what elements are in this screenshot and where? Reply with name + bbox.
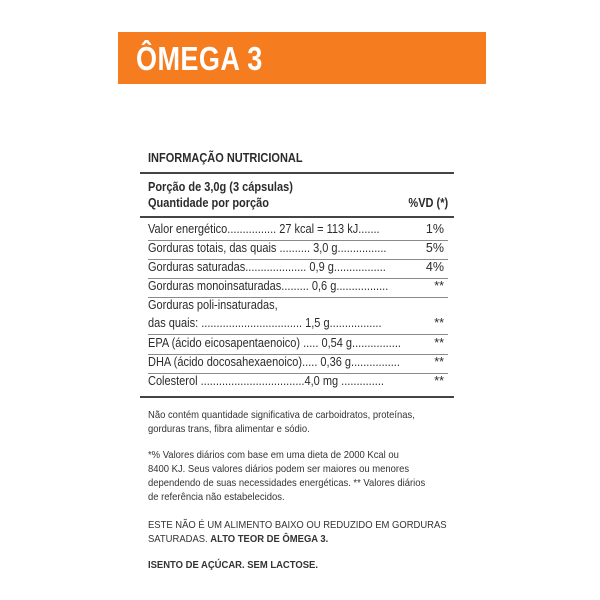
- daily-value-label: %VD (*): [408, 196, 448, 210]
- table-row: Gorduras saturadas.................... 0,9 g................. 4%: [148, 260, 444, 274]
- divider: [140, 396, 454, 398]
- table-row: Gorduras totais, das quais .......... 3,0 g................ 5%: [148, 241, 444, 255]
- table-row: Gorduras poli-insaturadas,: [148, 298, 278, 312]
- table-row: Valor energético................ 27 kcal = 113 kJ....... 1%: [148, 222, 444, 236]
- nutrient-note: Não contém quantidade significativa de carboidratos, proteínas, gorduras trans, fibra alimentar e sódio.: [148, 409, 415, 435]
- divider: [148, 334, 448, 335]
- product-title: ÔMEGA 3: [136, 40, 263, 77]
- daily-values-note: *% Valores diários com base em uma dieta de 2000 Kcal ou 8400 KJ. Seus valores diários podem ser maiores ou menores dependendo de suas necessidades energéticas. ** Valores diários de referência não estabelecidos.: [148, 449, 426, 503]
- sugar-lactose-note: ISENTO DE AÇÚCAR. SEM LACTOSE.: [148, 559, 318, 571]
- table-row: EPA (ácido eicosapentaenoico) ..... 0,54 g................ **: [148, 336, 444, 350]
- portion-size: Porção de 3,0g (3 cápsulas): [148, 180, 293, 194]
- divider: [140, 172, 454, 174]
- table-row: Gorduras monoinsaturadas......... 0,6 g................. **: [148, 279, 444, 293]
- quantity-per-portion-label: Quantidade por porção: [148, 196, 270, 210]
- saturated-fat-note: ESTE NÃO É UM ALIMENTO BAIXO OU REDUZIDO EM GORDURAS SATURADAS. ALTO TEOR DE ÔMEGA 3.: [148, 519, 447, 545]
- panel-heading: INFORMAÇÃO NUTRICIONAL: [148, 151, 303, 165]
- table-row: das quais: ................................. 1,5 g................. **: [148, 316, 444, 330]
- table-row: DHA (ácido docosahexaenoico)..... 0,36 g................ **: [148, 355, 444, 369]
- divider: [140, 216, 454, 218]
- table-row: Colesterol ..................................4,0 mg .............. **: [148, 374, 444, 388]
- title-banner: [118, 32, 486, 84]
